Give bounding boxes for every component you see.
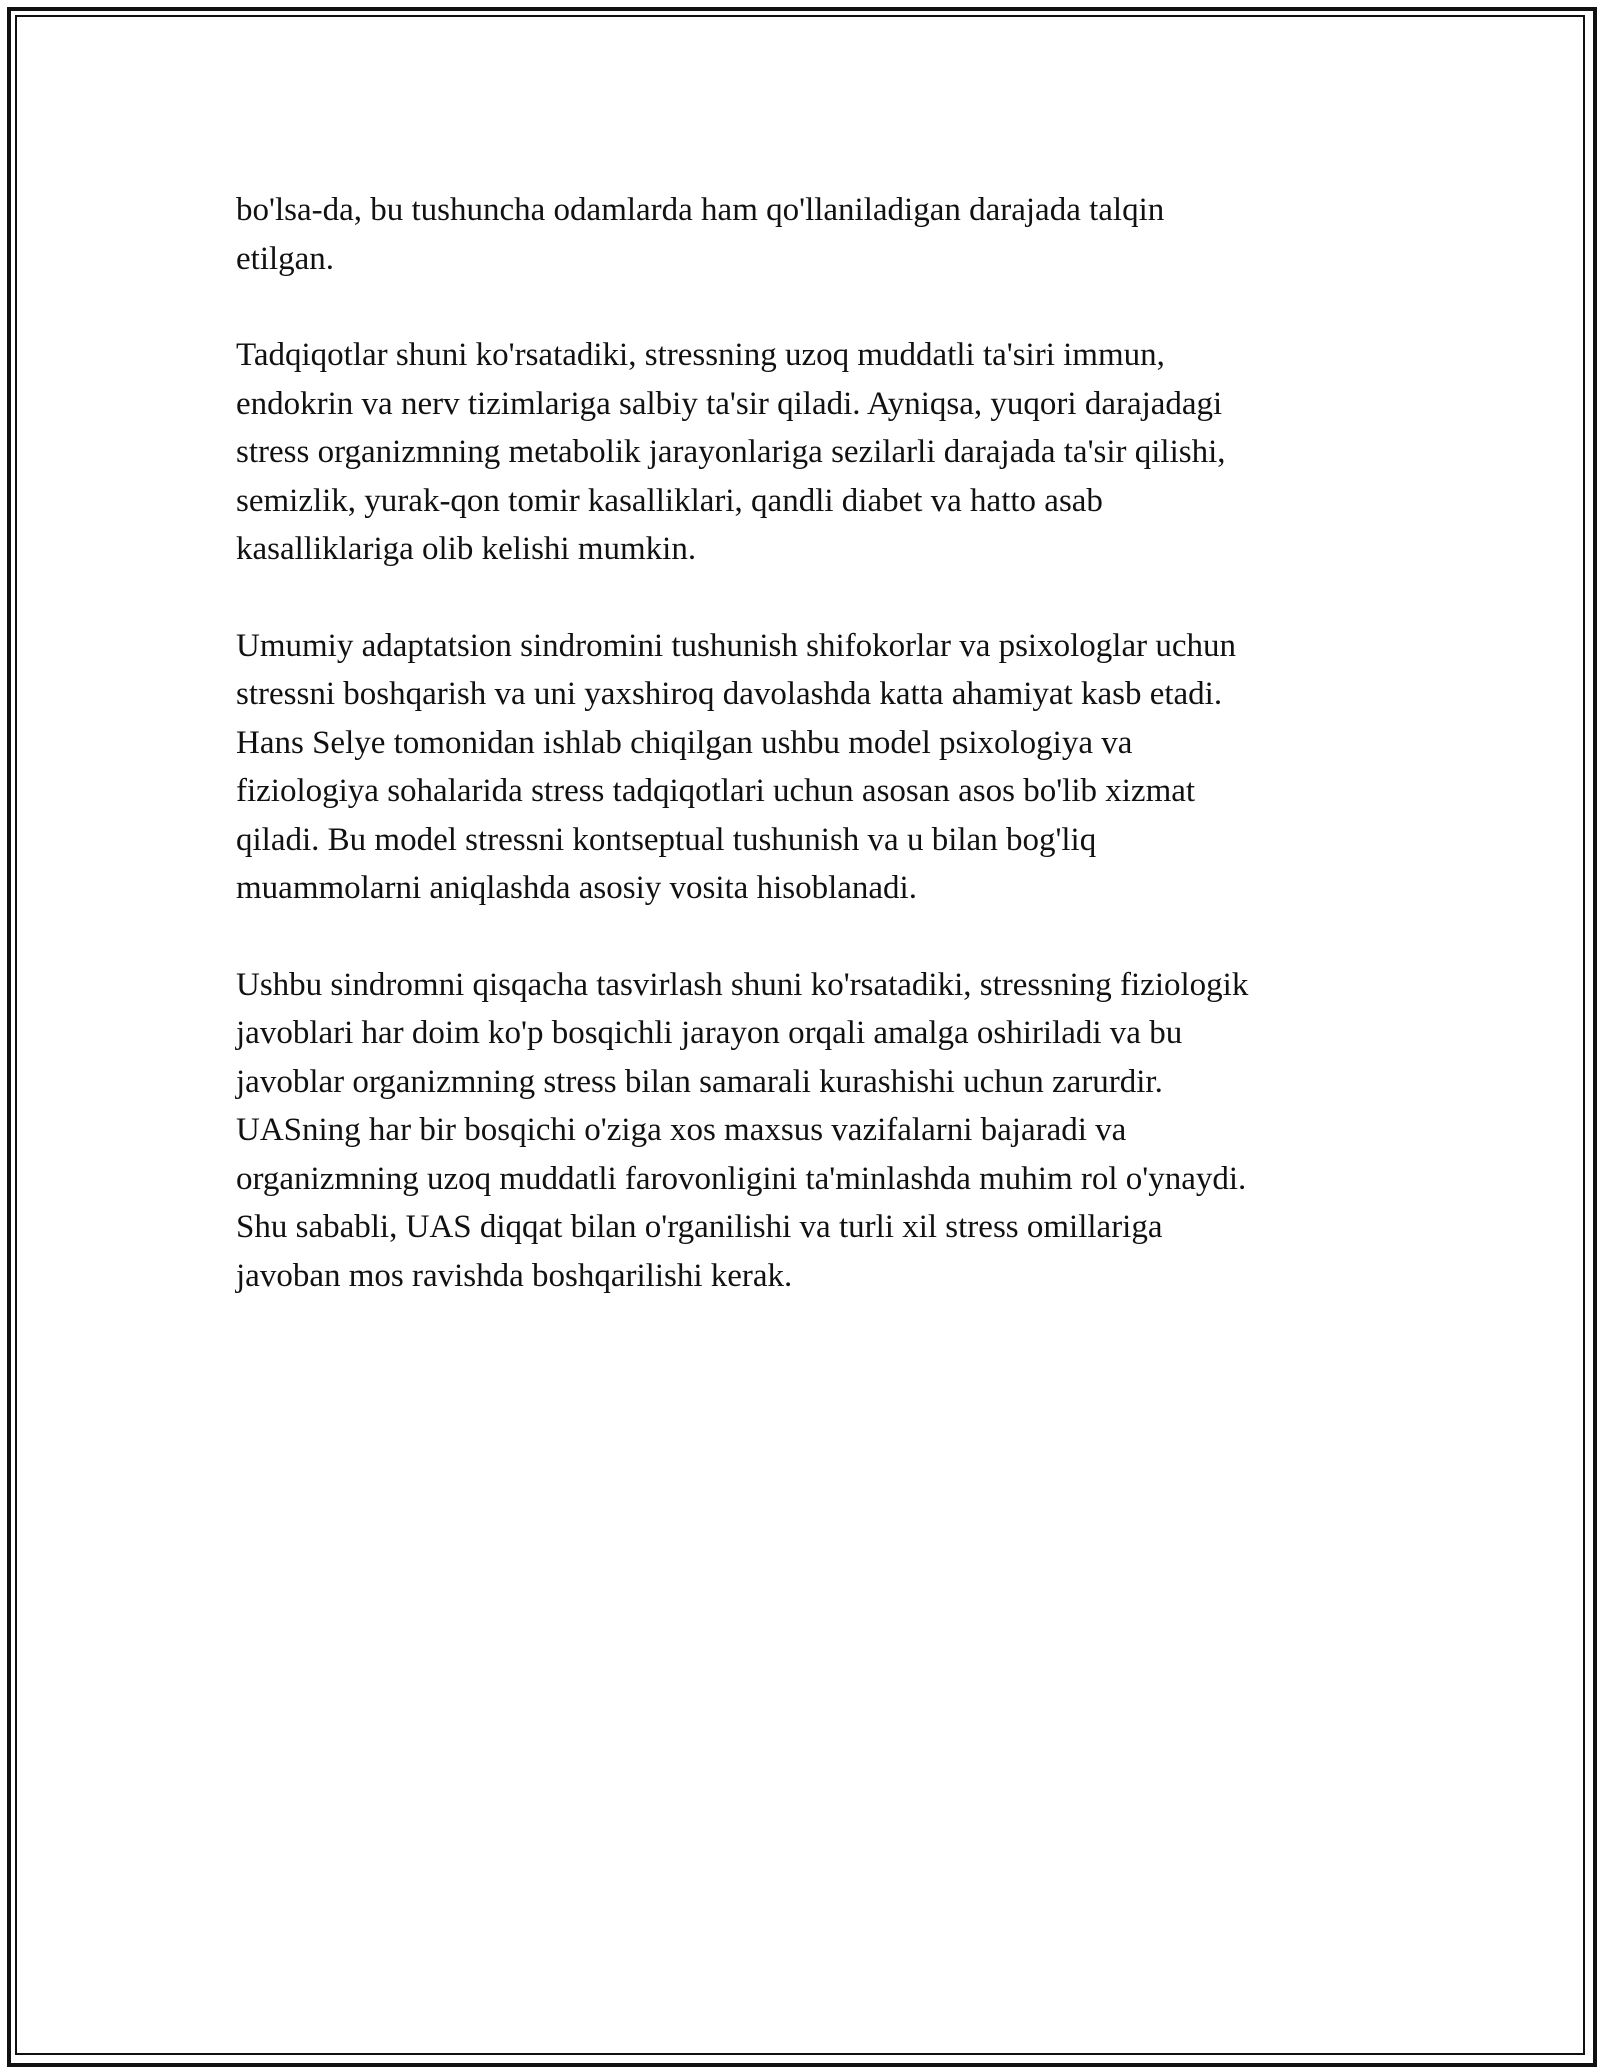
paragraph-4: Ushbu sindromni qisqacha tasvirlash shuni ko'rsatadiki, stressning fiziologik javoblari har doim ko'p bosqichli jarayon orqali amalga oshiriladi va bu javoblar organizmning stress bilan samarali kurashishi uchun zarurdir. UASning har bir bosqichi o'ziga xos maxsus vazifalarni bajaradi va organizmning uzoq muddatli farovonligini ta'minlashda muhim rol o'ynaydi. Shu sababli, UAS diqqat bilan o'rganilishi va turli xil stress omillariga javoban mos ravishda boshqarilishi kerak.	[236, 966, 1249, 1294]
paragraph-3: Umumiy adaptatsion sindromini tushunish shifokorlar va psixologlar uchun stressni boshqarish va uni yaxshiroq davolashda katta ahamiyat kasb etadi. Hans Selye tomonidan ishlab chiqilgan ushbu model psixologiya va fiziologiya sohalarida stress tadqiqotlari uchun asosan asos bo'lib xizmat qiladi. Bu model stressni kontseptual tushunish va u bilan bog'liq muammolarni aniqlashda asosiy vosita hisoblanadi.	[236, 627, 1236, 906]
paragraph-1: bo'lsa-da, bu tushuncha odamlarda ham qo'llaniladigan darajada talqin etilgan.	[236, 192, 1165, 277]
paragraph-2: Tadqiqotlar shuni ko'rsatadiki, stressning uzoq muddatli ta'siri immun, endokrin va nerv tizimlariga salbiy ta'sir qiladi. Ayniqsa, yuqori darajadagi stress organizmning metabolik jarayonlariga sezilarli darajada ta'sir qilishi, semizlik, yurak-qon tomir kasalliklari, qandli diabet va hatto asab kasalliklariga olib kelishi mumkin.	[236, 337, 1226, 567]
document-body	[236, 186, 1396, 1348]
